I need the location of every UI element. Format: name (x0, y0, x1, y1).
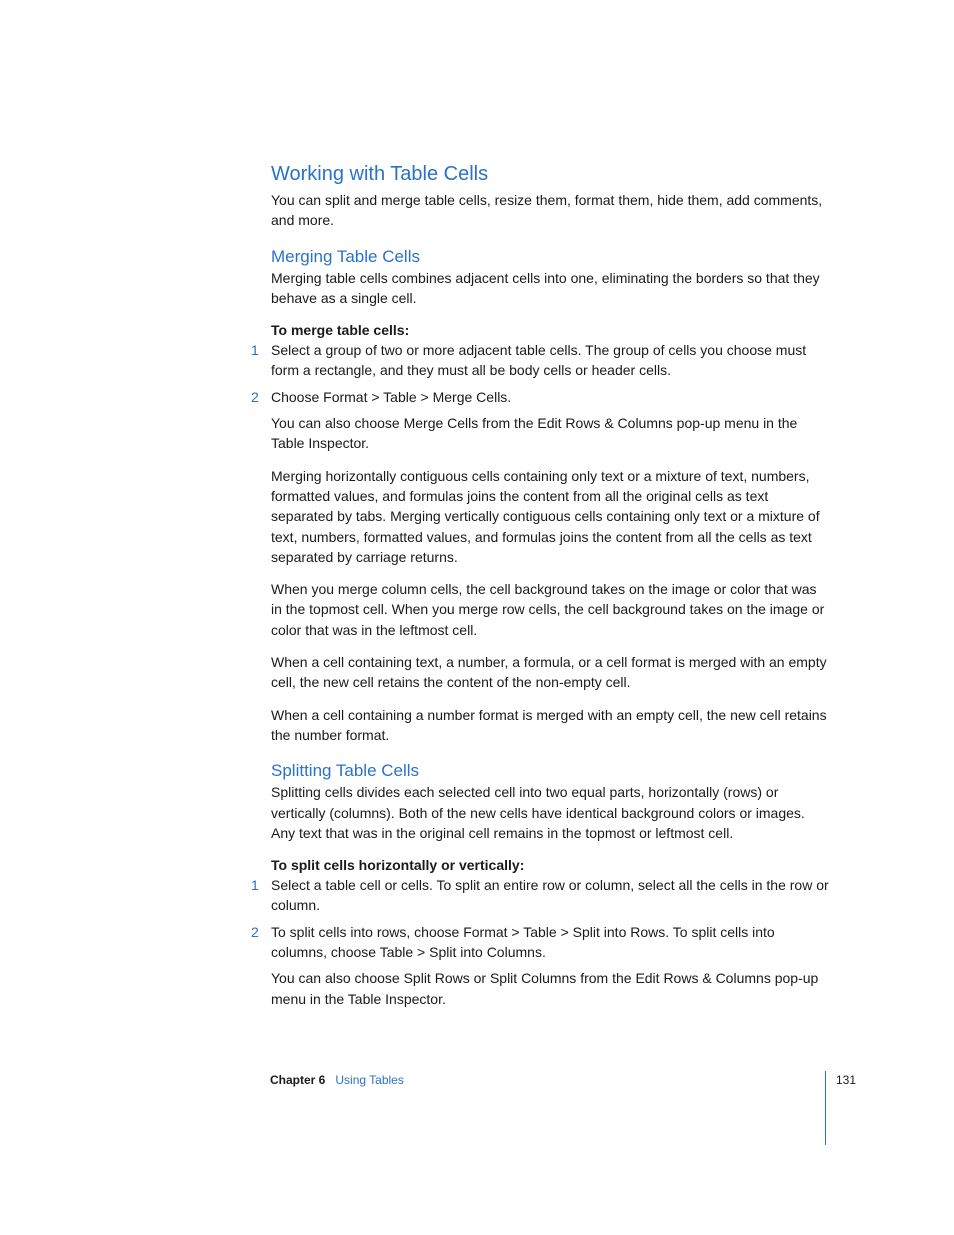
split-task-label: To split cells horizontally or vertically: (271, 857, 525, 874)
splitting-intro: Splitting cells divides each selected cell into two equal parts, horizontally (rows) or vertically (columns). Both of the new cells have identical background colors or images. Any text that was in the original cell remains in the topmost or leftmost cell. (271, 784, 805, 841)
merging-intro: Merging table cells combines adjacent cells into one, eliminating the borders so that they behave as a single cell. (271, 269, 820, 306)
split-step-1 (251, 875, 831, 916)
step-text: To split cells into rows, choose Format > Table > Split into Rows. To split cells into columns, choose Table > Split into Columns. (271, 923, 775, 961)
split-step-2 (251, 922, 831, 963)
page-content (251, 161, 831, 1009)
split-note-1: You can also choose Split Rows or Split Columns from the Edit Rows & Columns pop-up menu in the Table Inspector. (271, 970, 819, 1007)
merge-note-2: Merging horizontally contiguous cells containing only text or a mixture of text, numbers, formatted values, and formulas joins the content from all the original cells as text separated by tabs. Merging vertically contiguous cells containing only text or a mixture of text, numbers, formatted values, and formulas joins the content from all the cells as text separated by carriage returns. (271, 467, 820, 565)
merge-note-1: You can also choose Merge Cells from the Edit Rows & Columns pop-up menu in the Table Inspector. (271, 415, 798, 452)
footer-chapter-title: Using Tables (335, 1073, 404, 1087)
splitting-heading: Splitting Table Cells (271, 761, 420, 781)
footer-chapter: Chapter 6 (270, 1073, 326, 1087)
merge-note-5: When a cell containing a number format is merged with an empty cell, the new cell retains the number format. (271, 706, 827, 743)
merge-task-label: To merge table cells: (271, 322, 410, 339)
merge-note-3: When you merge column cells, the cell background takes on the image or color that was in the topmost cell. When you merge row cells, the cell background takes on the image or color that was in the leftmost cell. (271, 581, 825, 638)
step-number: 2 (251, 388, 259, 405)
merge-note-4: When a cell containing text, a number, a formula, or a cell format is merged with an empty cell, the new cell retains the content of the non-empty cell. (271, 654, 827, 691)
step-number: 2 (251, 923, 259, 940)
footer-divider (825, 1071, 826, 1145)
step-text: Select a table cell or cells. To split an entire row or column, select all the cells in the row or column. (271, 877, 829, 914)
step-text: Choose Format > Table > Merge Cells. (271, 388, 512, 405)
section-title: Working with Table Cells (271, 163, 489, 185)
merge-step-2 (251, 387, 831, 407)
merging-heading: Merging Table Cells (271, 246, 420, 266)
step-text: Select a group of two or more adjacent table cells. The group of cells you choose must form a rectangle, and they must all be body cells or header cells. (271, 342, 807, 379)
section-intro: You can split and merge table cells, resize them, format them, hide them, add comments, and more. (271, 192, 823, 229)
page-footer (270, 1072, 404, 1088)
step-number: 1 (251, 877, 259, 894)
step-number: 1 (251, 342, 259, 359)
merge-step-1 (251, 340, 831, 381)
page-number: 131 (836, 1073, 857, 1087)
